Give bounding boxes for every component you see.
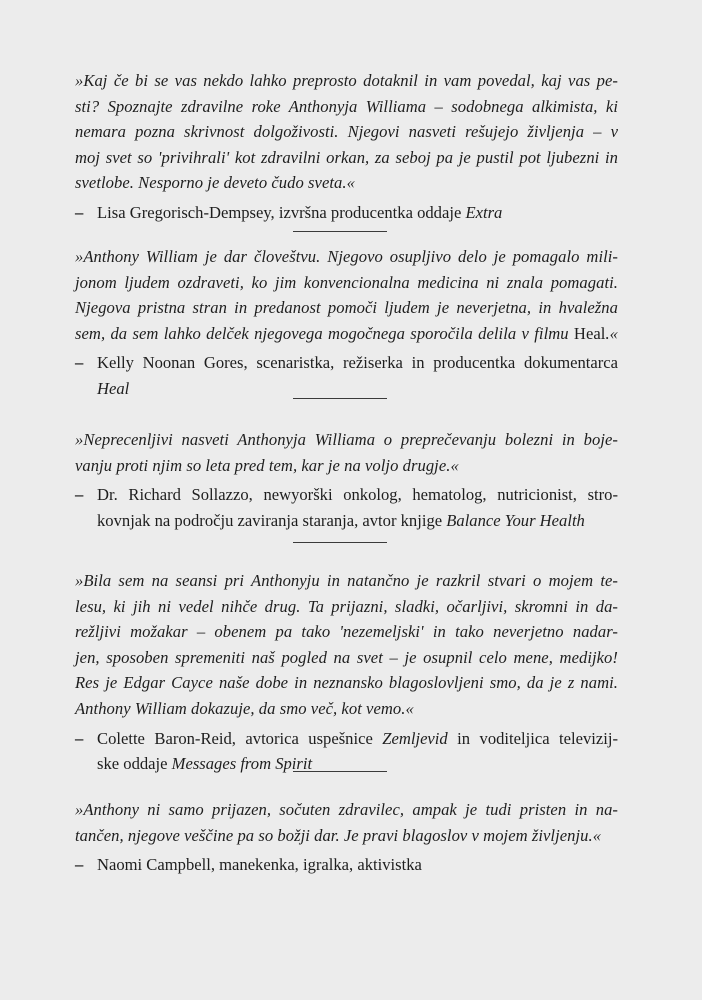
dash: – [75,485,84,505]
separator-rule [293,771,387,772]
attribution [75,482,618,533]
quote-line: jonom ljudem ozdraveti, ko jim konvencionalna medicina ni znala pomagati. [75,272,618,292]
quote-text: .« [605,323,618,343]
book-title: Balance Your Health [446,510,585,530]
dash: – [75,728,84,748]
quote-line: lesu, ki jih ni vedel nihče drug. Ta prijazni, sladki, očarljivi, skromni in da- [75,596,618,616]
attribution [75,852,618,878]
attribution-text: in voditeljica televizij- [447,728,618,748]
quote-line: moj svet so 'privihrali' kot zdravilni orkan, za seboj pa je pustil pot ljubezni in [75,147,618,167]
show-title: Messages from Spirit [171,754,313,774]
attribution-line [75,852,618,878]
quote-line: sti? Spoznajte zdravilne roke Anthonyja Williama – sodobnega alkimista, ki [75,96,618,116]
attribution-text: ske oddaje [97,754,172,774]
quote-line: režljivi možakar – obenem pa tako 'nezemeljski' in tako neverjetno nadar- [75,622,618,642]
attribution-line [75,726,618,752]
testimonial [75,797,618,878]
attribution-text: Lisa Gregorisch-Dempsey, izvršna producentka oddaje [97,202,466,222]
attribution-line [75,482,618,508]
attribution-text: Kelly Noonan Gores, scenaristka, režiserka in producentka dokumentarca [97,353,618,373]
quote-text: sem, da sem lahko delček njegovega mogočnega sporočila delila v filmu [75,323,574,343]
attribution-line [75,200,618,226]
testimonial [75,427,618,533]
quote-line: tančen, njegove veščine pa so božji dar. Je pravi blagoslov v mojem življenju.« [75,825,602,845]
quote-line: svetlobe. Nesporno je deveto čudo sveta.« [75,173,355,193]
attribution [75,350,618,401]
attribution-line [75,350,618,376]
attribution-text: Naomi Campbell, manekenka, igralka, aktivistka [97,855,422,875]
dash: – [75,202,84,222]
attribution-line [75,751,618,777]
quote-line: nemara pozna skrivnost dolgoživosti. Njegovi nasveti rešujejo življenja – v [75,122,618,142]
dash: – [75,855,84,875]
quote-line: Res je Edgar Cayce naše dobe in neznansko blagoslovljeni smo, da je z nami. [75,673,618,693]
testimonial [75,568,618,777]
testimonial [75,244,618,402]
quote-line: »Anthony ni samo prijazen, sočuten zdravilec, ampak je tudi pristen in na- [75,800,618,819]
quote-line: jen, sposoben spremeniti naš pogled na svet – je osupnil celo mene, medijko! [75,647,618,667]
separator-rule [293,542,387,543]
attribution-text: Colette Baron-Reid, avtorica uspešnice [97,728,383,748]
dash: – [75,353,84,373]
publication-title: Extra [465,202,503,222]
attribution-text: kovnjak na področju zaviranja staranja, avtor knjige [97,510,447,530]
separator-rule [293,231,387,232]
film-title: Heal [97,378,130,398]
quote-line [75,321,618,347]
quote-line: »Bila sem na seansi pri Anthonyju in natančno je razkril stvari o mojem te- [75,571,618,590]
testimonial [75,68,618,226]
separator-rule [293,398,387,399]
attribution-line [75,508,618,534]
quote-line: vanju proti njim so leta pred tem, kar je na voljo drugje.« [75,455,459,475]
quote-line: »Kaj če bi se vas nekdo lahko preprosto dotaknil in vam povedal, kaj vas pe- [75,71,618,90]
film-title: Heal [573,323,606,343]
quote-line: »Neprecenljivi nasveti Anthonyja Williama o preprečevanju bolezni in boje- [75,430,618,449]
book-title: Zemljevid [382,728,448,748]
attribution-text: Dr. Richard Sollazzo, newyorški onkolog, hematolog, nutricionist, stro- [97,485,618,505]
quote-line: Anthony William dokazuje, da smo več, kot vemo.« [75,698,414,718]
quote-line: Njegova pristna stran in predanost pomoči ljudem je neverjetna, in hvaležna [75,298,618,318]
attribution [75,200,618,226]
attribution [75,726,618,777]
quote-line: »Anthony William je dar človeštvu. Njegovo osupljivo delo je pomagalo mili- [75,247,618,266]
